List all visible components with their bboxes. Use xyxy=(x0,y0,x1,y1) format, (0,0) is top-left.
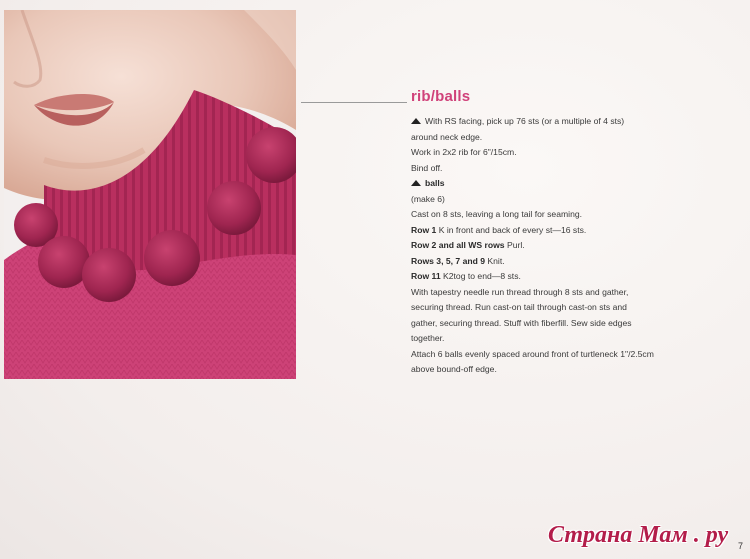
pattern-instructions xyxy=(411,114,711,378)
instruction-line xyxy=(411,114,711,130)
instruction-line: Bind off. xyxy=(411,162,443,173)
instruction-line: Work in 2x2 rib for 6"/15cm. xyxy=(411,147,517,157)
section-heading: rib/balls xyxy=(411,88,471,105)
instruction-line: together. xyxy=(411,333,445,343)
instruction-line xyxy=(411,254,711,270)
triangle-bullet-icon xyxy=(411,118,421,124)
triangle-bullet-icon xyxy=(411,180,421,186)
instruction-text: Purl. xyxy=(504,240,525,250)
row-label: Row 1 xyxy=(411,224,437,235)
instruction-line: above bound-off edge. xyxy=(411,364,497,374)
instruction-line: (make 6) xyxy=(411,193,445,204)
instruction-line xyxy=(411,223,711,239)
instruction-line: securing thread. Run cast-on tail through cast-on sts and xyxy=(411,302,627,312)
watermark-logo xyxy=(524,522,750,556)
instruction-line: gather, securing thread. Stuff with fiberfill. Sew side edges xyxy=(411,317,632,328)
instruction-text: K2tog to end—8 sts. xyxy=(440,271,521,281)
page-number: 7 xyxy=(738,541,744,551)
row-label: Row 11 xyxy=(411,271,441,281)
watermark-text: Страна Мам . ру xyxy=(548,522,729,548)
instruction-line xyxy=(411,176,711,192)
row-label: Rows 3, 5, 7 and 9 xyxy=(411,255,486,266)
heading-rule xyxy=(301,102,407,103)
row-label: Row 2 and all WS rows xyxy=(411,240,505,250)
instruction-line: Attach 6 balls evenly spaced around front of turtleneck 1"/2.5cm xyxy=(411,348,654,359)
instruction-text: With RS facing, pick up 76 sts (or a multiple of 4 sts) xyxy=(425,116,625,126)
instruction-line xyxy=(411,238,711,254)
instruction-line: around neck edge. xyxy=(411,131,483,142)
instruction-text: K in front and back of every st—16 sts. xyxy=(436,224,587,235)
instruction-text: Knit. xyxy=(485,255,505,266)
instruction-line: Cast on 8 sts, leaving a long tail for seaming. xyxy=(411,209,583,219)
subsection-label: balls xyxy=(425,178,445,188)
instruction-line: With tapestry needle run thread through 8 sts and gather, xyxy=(411,286,629,297)
photo-turtleneck-balls xyxy=(4,10,296,379)
instruction-line xyxy=(411,269,711,285)
